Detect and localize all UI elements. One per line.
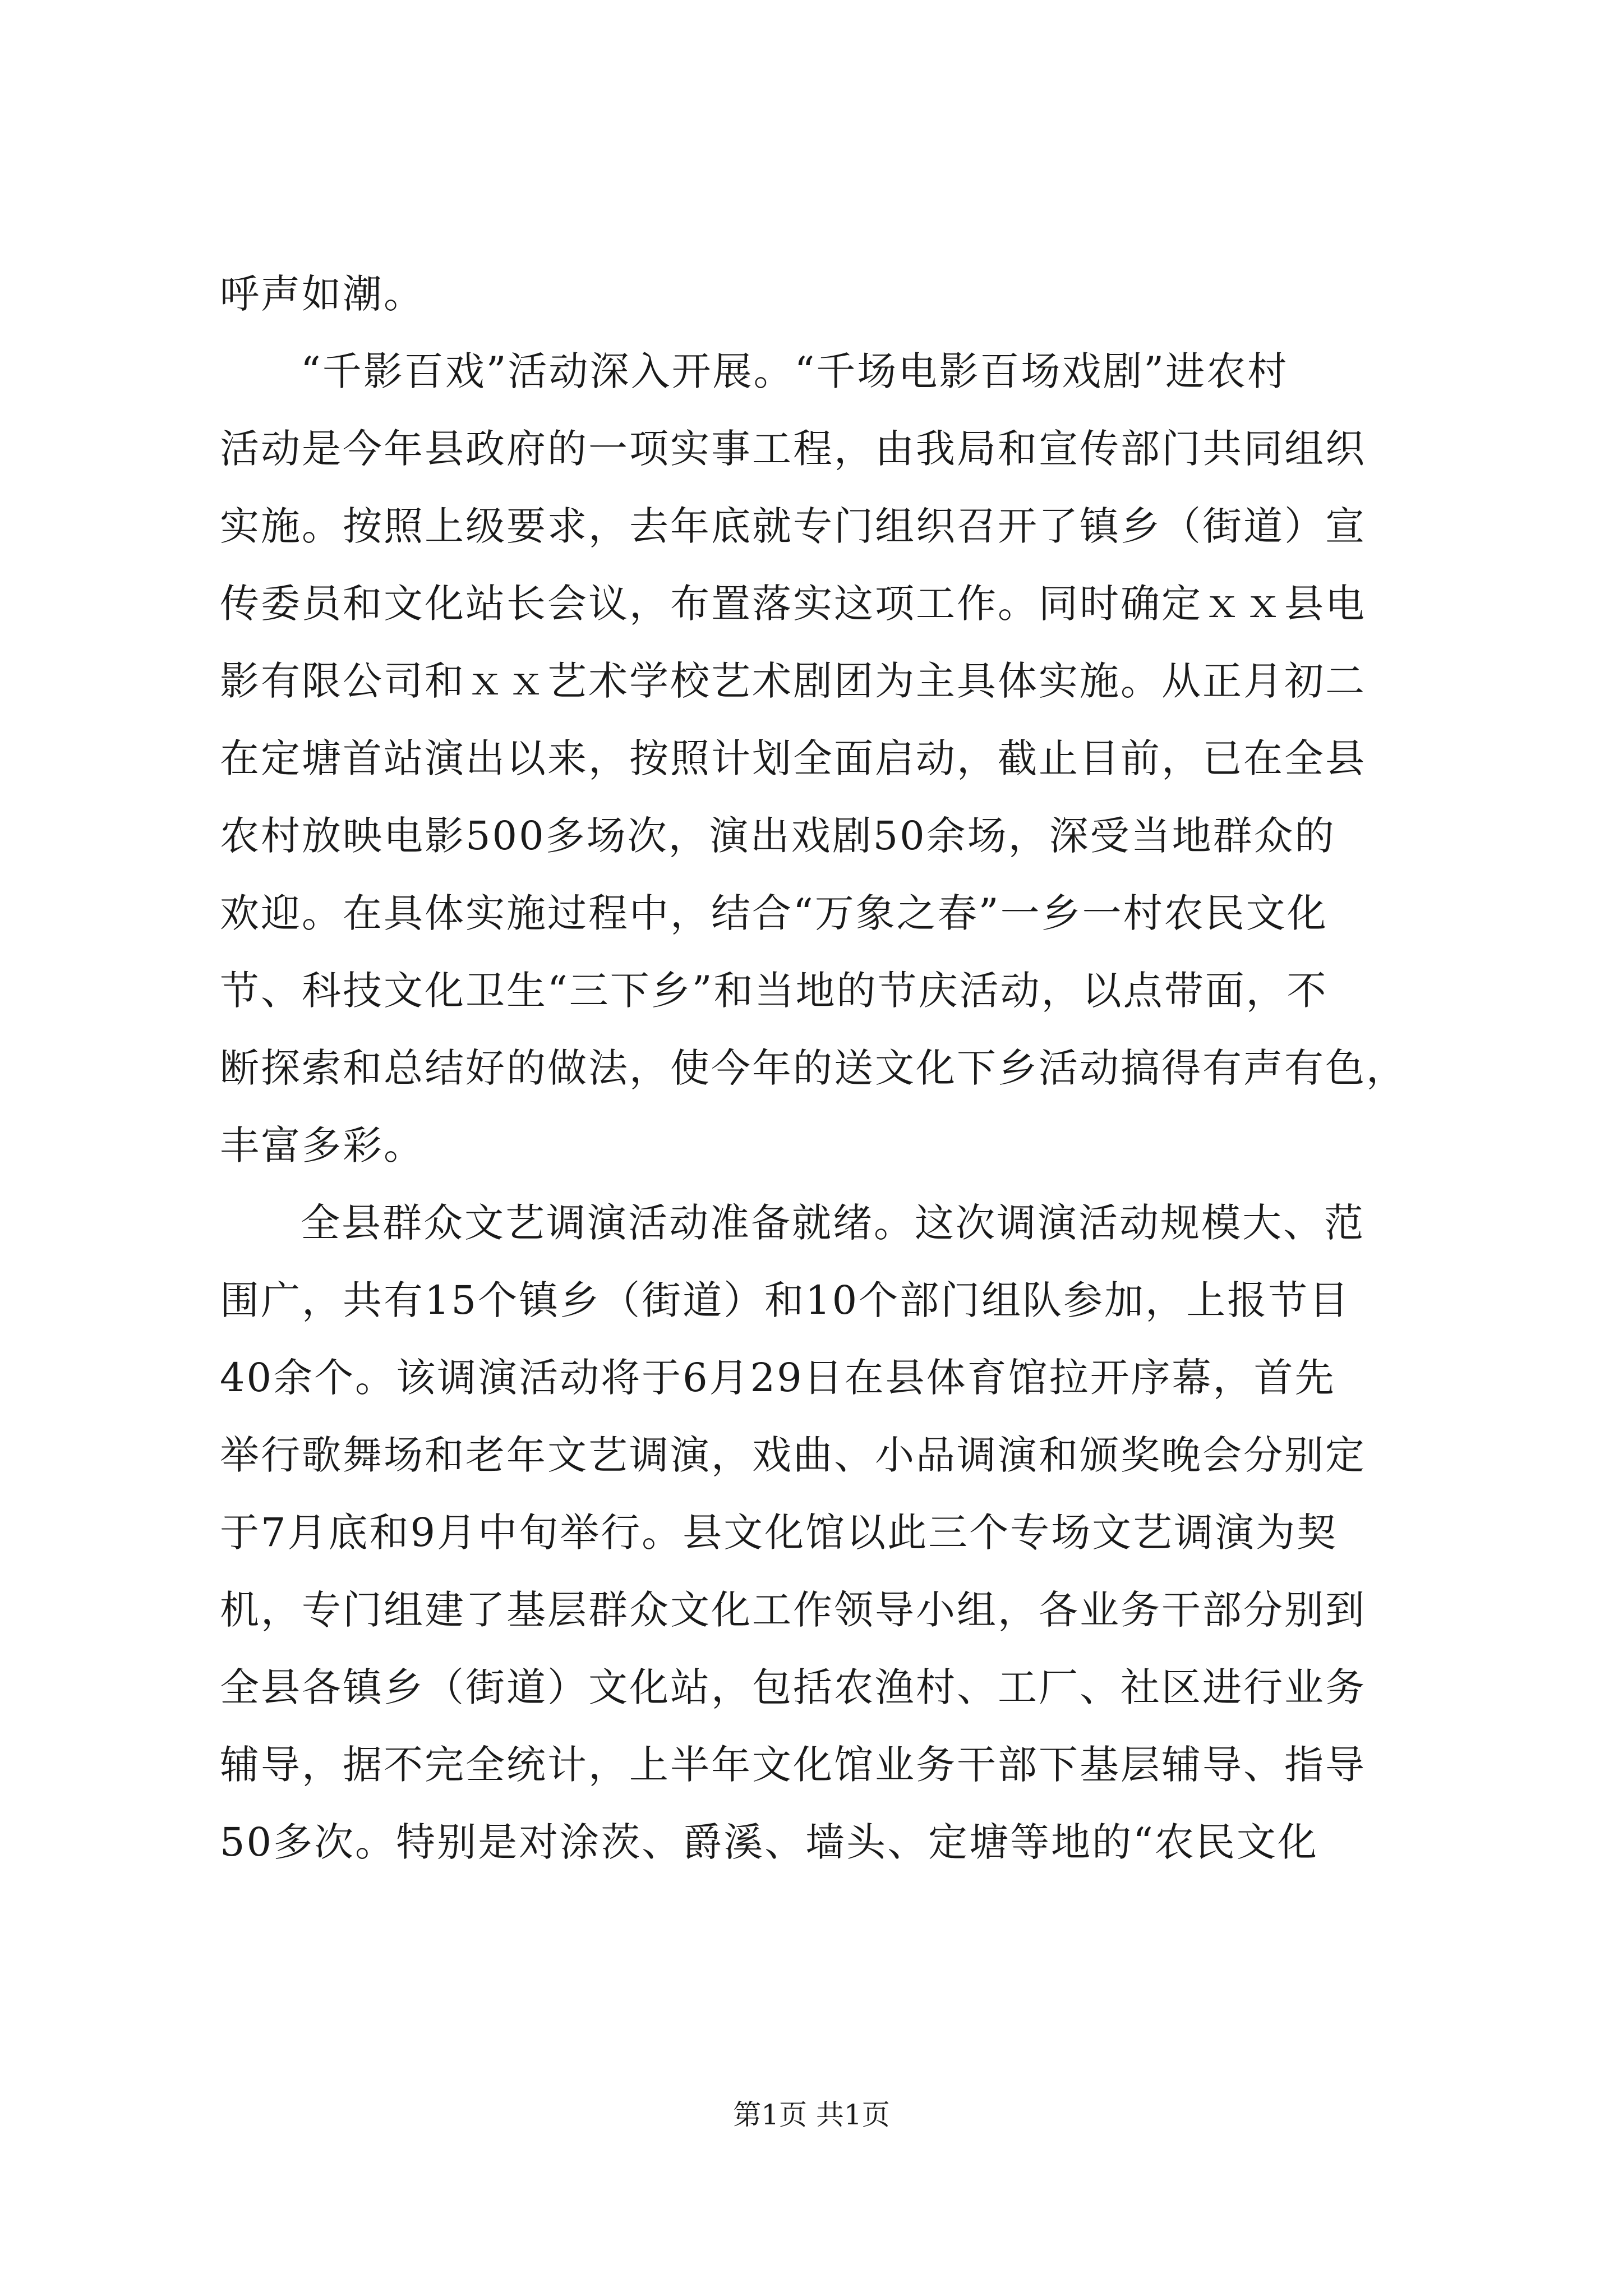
page-number-label: 第1页 共1页	[733, 2099, 890, 2131]
text-line: 欢迎。在具体实施过程中，结合“万象之春”一乡一村农民文化	[220, 890, 1328, 936]
text-line: 机，专门组建了基层群众文化工作领导小组，各业务干部分别到	[220, 1587, 1366, 1633]
text-line: 实施。按照上级要求，去年底就专门组织召开了镇乡（街道）宣	[220, 503, 1366, 549]
text-line: 全县各镇乡（街道）文化站，包括农渔村、工厂、社区进行业务	[220, 1664, 1366, 1710]
text-line: 呼声如潮。	[220, 271, 425, 317]
text-line: 40余个。该调演活动将于6月29日在县体育馆拉开序幕，首先	[220, 1355, 1336, 1401]
text-line: 断探索和总结好的做法，使今年的送文化下乡活动搞得有声有色，	[220, 1045, 1407, 1091]
text-line: 丰富多彩。	[220, 1122, 425, 1168]
text-line: 影有限公司和ｘｘ艺术学校艺术剧团为主具体实施。从正月初二	[220, 658, 1366, 704]
text-line: 农村放映电影500多场次，演出戏剧50余场，深受当地群众的	[220, 813, 1336, 859]
text-line: 50多次。特别是对涂茨、爵溪、墙头、定塘等地的“农民文化	[220, 1819, 1318, 1865]
paragraph-first-line: “千影百戏”活动深入开展。“千场电影百场戏剧”进农村	[301, 348, 1289, 394]
document-body	[220, 255, 1428, 1881]
text-line: 辅导，据不完全统计，上半年文化馆业务干部下基层辅导、指导	[220, 1742, 1366, 1788]
text-line: 于7月底和9月中旬举行。县文化馆以此三个专场文艺调演为契	[220, 1510, 1338, 1556]
text-line: 举行歌舞场和老年文艺调演，戏曲、小品调演和颁奖晚会分别定	[220, 1432, 1366, 1478]
text-line: 传委员和文化站长会议，布置落实这项工作。同时确定ｘｘ县电	[220, 581, 1366, 627]
text-line: 在定塘首站演出以来，按照计划全面启动，截止目前，已在全县	[220, 735, 1366, 781]
text-line: 节、科技文化卫生“三下乡”和当地的节庆活动，以点带面，不	[220, 968, 1328, 1014]
page-footer	[0, 2095, 1623, 2134]
text-line: 围广，共有15个镇乡（街道）和10个部门组队参加，上报节目	[220, 1277, 1350, 1323]
text-line: 活动是今年县政府的一项实事工程，由我局和宣传部门共同组织	[220, 426, 1366, 472]
paragraph-first-line: 全县群众文艺调演活动准备就绪。这次调演活动规模大、范	[301, 1200, 1365, 1246]
